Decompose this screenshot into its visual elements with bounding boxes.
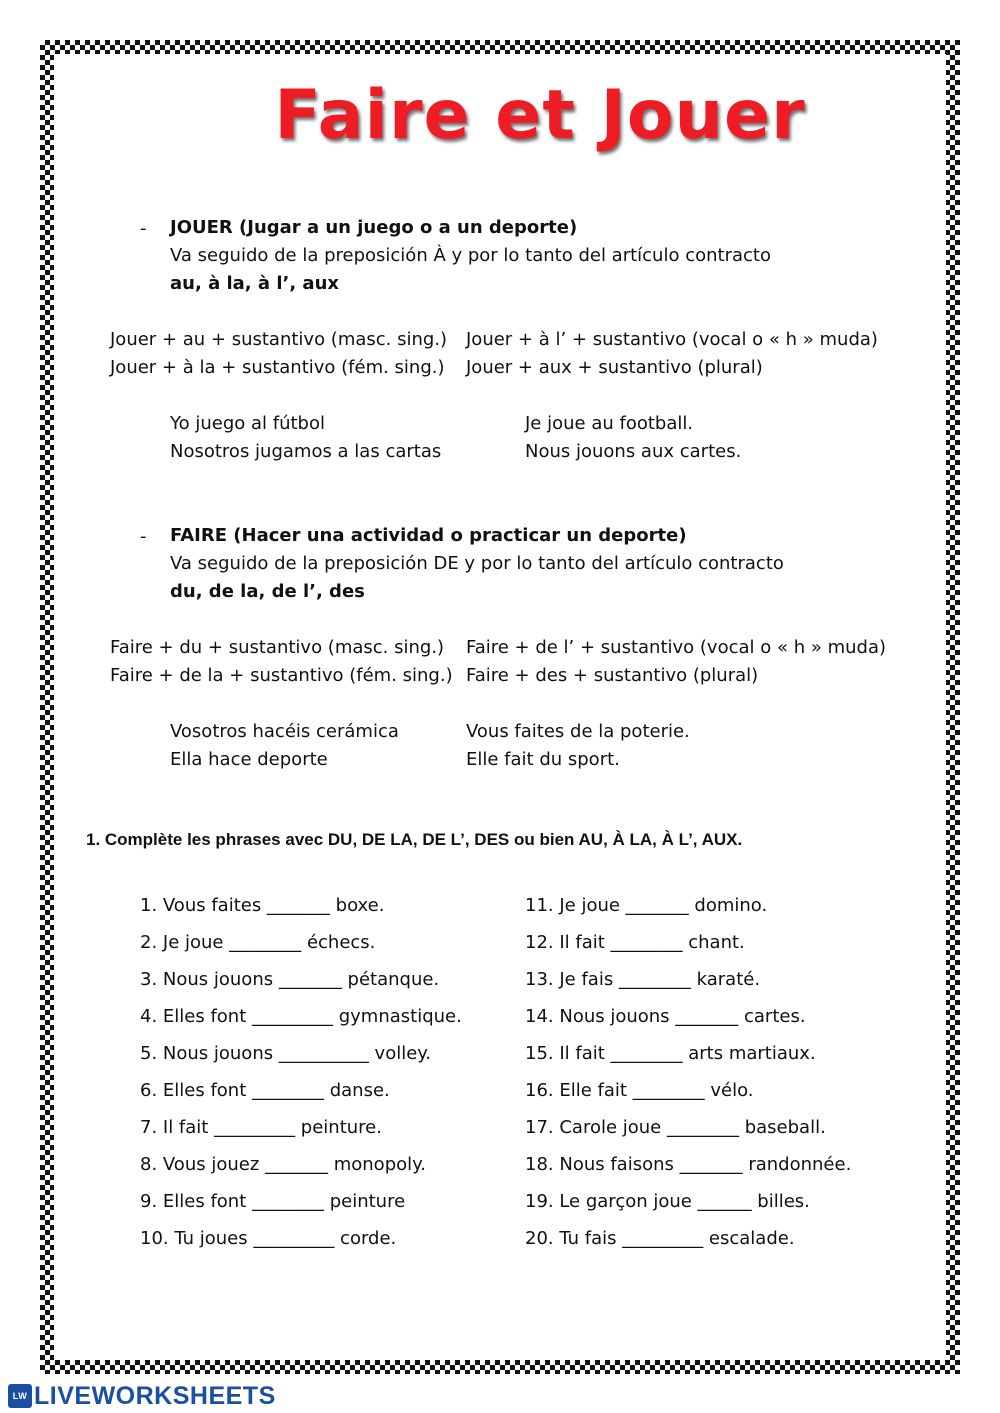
faire-rule: Faire + de la + sustantivo (fém. sing.) xyxy=(110,665,453,686)
exercise-item[interactable]: 20. Tu fais _________ escalade. xyxy=(525,1228,795,1249)
exercise-item[interactable]: 8. Vous jouez _______ monopoly. xyxy=(140,1154,426,1175)
exercise-item[interactable]: 7. Il fait _________ peinture. xyxy=(140,1117,382,1138)
faire-rule: Faire + du + sustantivo (masc. sing.) xyxy=(110,637,445,658)
jouer-example-fr: Je joue au football. xyxy=(525,413,694,434)
brand-logo-icon: LW xyxy=(8,1384,32,1408)
exercise-item[interactable]: 3. Nous jouons _______ pétanque. xyxy=(140,969,440,990)
exercise-item[interactable]: 18. Nous faisons _______ randonnée. xyxy=(525,1154,852,1175)
jouer-line1: Va seguido de la preposición À y por lo tanto del artículo contracto xyxy=(170,245,771,266)
jouer-example-fr: Nous jouons aux cartes. xyxy=(525,441,742,462)
liveworksheets-logo[interactable] xyxy=(8,1382,276,1410)
jouer-heading: JOUER (Jugar a un juego o a un deporte) xyxy=(170,217,578,238)
exercise-item[interactable]: 12. Il fait ________ chant. xyxy=(525,932,745,953)
exercise-item[interactable]: 11. Je joue _______ domino. xyxy=(525,895,768,916)
faire-rule: Faire + de l’ + sustantivo (vocal o « h » muda) xyxy=(466,637,887,658)
exercise-item[interactable]: 4. Elles font _________ gymnastique. xyxy=(140,1006,462,1027)
exercise-item[interactable]: 16. Elle fait ________ vélo. xyxy=(525,1080,754,1101)
jouer-rule: Jouer + à l’ + sustantivo (vocal o « h » muda) xyxy=(466,329,878,350)
faire-example-fr: Vous faites de la poterie. xyxy=(466,721,690,742)
jouer-rule: Jouer + aux + sustantivo (plural) xyxy=(466,357,763,378)
faire-line1: Va seguido de la preposición DE y por lo tanto del artículo contracto xyxy=(170,553,784,574)
bullet-dash: - xyxy=(140,526,147,547)
jouer-rule: Jouer + au + sustantivo (masc. sing.) xyxy=(110,329,448,350)
exercise-item[interactable]: 13. Je fais ________ karaté. xyxy=(525,969,761,990)
jouer-articles: au, à la, à l’, aux xyxy=(170,273,339,294)
exercise-item[interactable]: 17. Carole joue ________ baseball. xyxy=(525,1117,826,1138)
jouer-example-es: Nosotros jugamos a las cartas xyxy=(170,441,442,462)
exercise-item[interactable]: 9. Elles font ________ peinture xyxy=(140,1191,406,1212)
exercise-item[interactable]: 14. Nous jouons _______ cartes. xyxy=(525,1006,806,1027)
exercise-item[interactable]: 6. Elles font ________ danse. xyxy=(140,1080,390,1101)
exercise-item[interactable]: 1. Vous faites _______ boxe. xyxy=(140,895,385,916)
exercise-instruction: 1. Complète les phrases avec DU, DE LA, DE L’, DES ou bien AU, À LA, À L’, AUX. xyxy=(86,830,743,849)
jouer-rule: Jouer + à la + sustantivo (fém. sing.) xyxy=(110,357,445,378)
faire-example-es: Ella hace deporte xyxy=(170,749,328,770)
faire-example-es: Vosotros hacéis cerámica xyxy=(170,721,399,742)
faire-rule: Faire + des + sustantivo (plural) xyxy=(466,665,759,686)
page-title: Faire et Jouer xyxy=(274,76,806,155)
exercise-item[interactable]: 2. Je joue ________ échecs. xyxy=(140,932,376,953)
faire-heading: FAIRE (Hacer una actividad o practicar un deporte) xyxy=(170,525,687,546)
exercise-item[interactable]: 15. Il fait ________ arts martiaux. xyxy=(525,1043,816,1064)
brand-name: LIVEWORKSHEETS xyxy=(34,1381,276,1410)
exercise-item[interactable]: 19. Le garçon joue ______ billes. xyxy=(525,1191,810,1212)
faire-example-fr: Elle fait du sport. xyxy=(466,749,620,770)
exercise-item[interactable]: 5. Nous jouons __________ volley. xyxy=(140,1043,432,1064)
faire-articles: du, de la, de l’, des xyxy=(170,581,365,602)
bullet-dash: - xyxy=(140,218,147,239)
jouer-example-es: Yo juego al fútbol xyxy=(170,413,325,434)
exercise-item[interactable]: 10. Tu joues _________ corde. xyxy=(140,1228,397,1249)
